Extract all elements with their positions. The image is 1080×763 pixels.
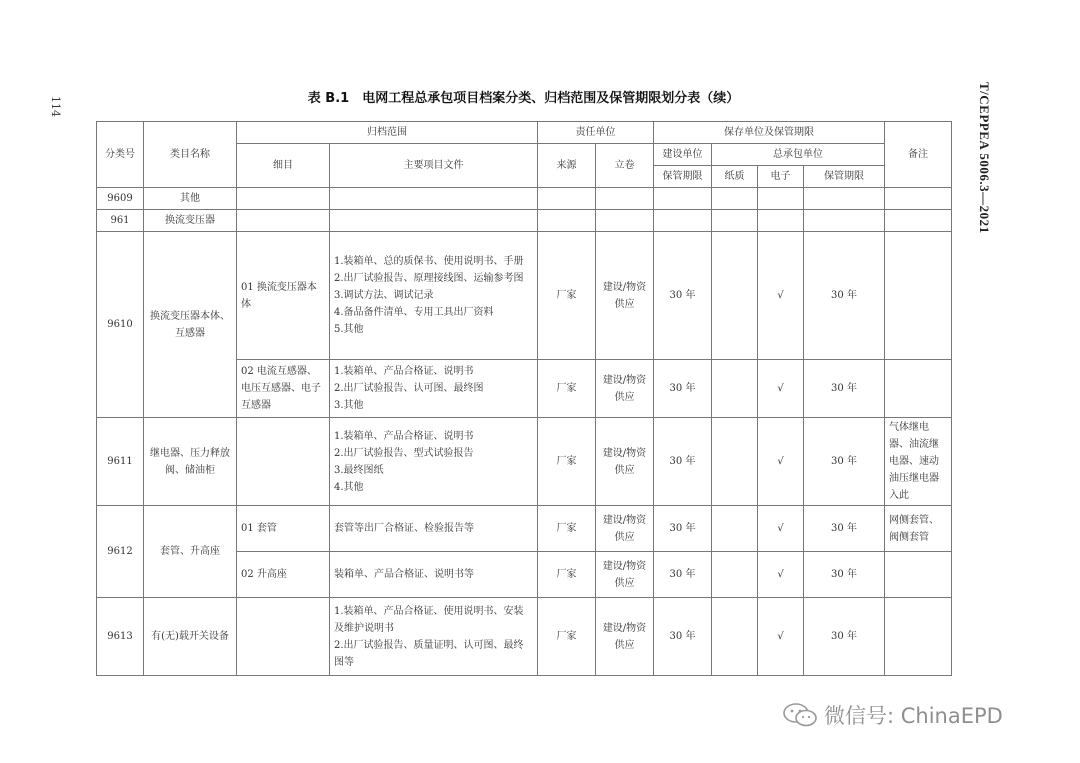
table-title: 表 B.1 电网工程总承包项目档案分类、归档范围及保管期限划分表（续）	[307, 91, 740, 106]
remark-cell	[885, 552, 952, 598]
contractor-period-cell: 30 年	[804, 232, 885, 360]
paper-cell	[712, 598, 758, 676]
doc-line: 1.装箱单、产品合格证、说明书	[334, 366, 474, 377]
doc-line: 3.最终图纸	[334, 464, 384, 476]
owner-period-cell: 30 年	[654, 552, 712, 598]
owner-period-cell: 30 年	[654, 598, 712, 676]
filing-cell: 建设/物资供应	[596, 598, 654, 676]
remark-cell: 网侧套管、阀侧套管	[885, 506, 952, 552]
item-cell: 02 升高座	[237, 552, 330, 598]
source-cell: 厂家	[538, 552, 596, 598]
empty-cell	[237, 210, 330, 232]
header-contractor: 总承包单位	[712, 144, 885, 166]
paper-cell	[712, 360, 758, 418]
standard-code: T/CEPPEA 5006.3—2021	[977, 82, 992, 234]
doc-line: 1.装箱单、产品合格证、使用说明书、安装及维护说明书	[334, 605, 524, 634]
empty-cell	[885, 210, 952, 232]
empty-cell	[758, 210, 804, 232]
empty-cell	[596, 188, 654, 210]
page-number: 114	[49, 96, 62, 117]
table-row	[97, 598, 952, 676]
empty-cell	[654, 210, 712, 232]
remark-cell	[885, 598, 952, 676]
paper-cell	[712, 552, 758, 598]
source-cell: 厂家	[538, 418, 596, 506]
filing-cell: 建设/物资供应	[596, 506, 654, 552]
watermark-text: 微信号: ChinaEPD	[824, 704, 1003, 728]
remark-cell	[885, 232, 952, 360]
remark-cell: 气体继电器、油流继电器、速动油压继电器入此	[885, 418, 952, 506]
source-cell: 厂家	[538, 360, 596, 418]
header-item: 细目	[237, 144, 330, 188]
contractor-period-cell: 30 年	[804, 360, 885, 418]
empty-cell	[654, 188, 712, 210]
empty-cell	[712, 210, 758, 232]
header-paper: 纸质	[712, 166, 758, 188]
doc-line: 4.其他	[334, 481, 364, 493]
header-main-docs: 主要项目文件	[330, 144, 538, 188]
header-remarks: 备注	[885, 122, 952, 188]
item-cell	[237, 418, 330, 506]
archive-table	[96, 121, 952, 676]
doc-line: 5.其他	[334, 324, 364, 335]
item-cell: 01 换流变压器本体	[237, 232, 330, 360]
table-row	[97, 210, 952, 232]
wechat-icon	[782, 702, 818, 728]
item-cell: 01 套管	[237, 506, 330, 552]
doc-line: 2.出厂试验报告、质量证明、认可图、最终图等	[334, 639, 524, 668]
category-name: 套管、升高座	[144, 506, 237, 598]
paper-cell	[712, 418, 758, 506]
owner-period-cell: 30 年	[654, 506, 712, 552]
contractor-period-cell: 30 年	[804, 598, 885, 676]
category-no: 9611	[97, 418, 144, 506]
empty-cell	[330, 188, 538, 210]
empty-cell	[712, 188, 758, 210]
filing-cell: 建设/物资供应	[596, 418, 654, 506]
docs-cell	[330, 598, 538, 676]
doc-line: 4.备品备件清单、专用工具出厂资料	[334, 307, 494, 318]
paper-cell	[712, 232, 758, 360]
table-row	[97, 418, 952, 506]
category-name: 换流变压器	[144, 210, 237, 232]
header-owner-period: 保管期限	[654, 166, 712, 188]
table-row	[97, 506, 952, 552]
header-filing: 立卷	[596, 144, 654, 188]
owner-period-cell: 30 年	[654, 232, 712, 360]
empty-cell	[538, 188, 596, 210]
doc-line: 3.调试方法、调试记录	[334, 290, 434, 301]
header-category-no: 分类号	[97, 122, 144, 188]
header-scope: 归档范围	[237, 122, 538, 144]
electronic-cell: √	[758, 360, 804, 418]
header-responsible: 责任单位	[538, 122, 654, 144]
doc-line: 装箱单、产品合格证、说明书等	[334, 569, 474, 580]
owner-period-cell: 30 年	[654, 360, 712, 418]
empty-cell	[330, 210, 538, 232]
header-source: 来源	[538, 144, 596, 188]
filing-cell: 建设/物资供应	[596, 360, 654, 418]
source-cell: 厂家	[538, 598, 596, 676]
source-cell: 厂家	[538, 232, 596, 360]
doc-line: 1.装箱单、产品合格证、说明书	[334, 430, 474, 442]
doc-line: 2.出厂试验报告、认可图、最终图	[334, 383, 484, 394]
electronic-cell: √	[758, 506, 804, 552]
paper-cell	[712, 506, 758, 552]
filing-cell: 建设/物资供应	[596, 232, 654, 360]
docs-cell	[330, 360, 538, 418]
doc-line: 1.装箱单、总的质保书、使用说明书、手册	[334, 256, 524, 267]
electronic-cell: √	[758, 232, 804, 360]
category-no: 9612	[97, 506, 144, 598]
electronic-cell: √	[758, 598, 804, 676]
empty-cell	[804, 210, 885, 232]
electronic-cell: √	[758, 552, 804, 598]
category-no: 9609	[97, 188, 144, 210]
category-no: 9610	[97, 232, 144, 418]
item-cell: 02 电流互感器、电压互感器、电子互感器	[237, 360, 330, 418]
header-electronic: 电子	[758, 166, 804, 188]
category-name: 继电器、压力释放阀、储油柜	[144, 418, 237, 506]
empty-cell	[538, 210, 596, 232]
electronic-cell: √	[758, 418, 804, 506]
doc-line: 2.出厂试验报告、原理接线图、运输参考图	[334, 273, 524, 284]
docs-cell	[330, 232, 538, 360]
docs-cell	[330, 418, 538, 506]
empty-cell	[596, 210, 654, 232]
empty-cell	[885, 188, 952, 210]
contractor-period-cell: 30 年	[804, 552, 885, 598]
header-retention: 保存单位及保管期限	[654, 122, 885, 144]
doc-line: 2.出厂试验报告、型式试验报告	[334, 447, 474, 459]
empty-cell	[804, 188, 885, 210]
empty-cell	[237, 188, 330, 210]
contractor-period-cell: 30 年	[804, 506, 885, 552]
owner-period-cell: 30 年	[654, 418, 712, 506]
filing-cell: 建设/物资供应	[596, 552, 654, 598]
contractor-period-cell: 30 年	[804, 418, 885, 506]
docs-cell	[330, 506, 538, 552]
watermark	[782, 700, 1003, 730]
category-no: 961	[97, 210, 144, 232]
category-name: 有(无)载开关设备	[144, 598, 237, 676]
doc-line: 3.其他	[334, 400, 364, 411]
empty-cell	[758, 188, 804, 210]
category-name: 其他	[144, 188, 237, 210]
header-contractor-period: 保管期限	[804, 166, 885, 188]
header-owner: 建设单位	[654, 144, 712, 166]
category-no: 9613	[97, 598, 144, 676]
docs-cell	[330, 552, 538, 598]
source-cell: 厂家	[538, 506, 596, 552]
category-name: 换流变压器本体、互感器	[144, 232, 237, 418]
item-cell	[237, 598, 330, 676]
doc-line: 套管等出厂合格证、检验报告等	[334, 523, 474, 534]
remark-cell	[885, 360, 952, 418]
header-category-name: 类目名称	[144, 122, 237, 188]
table-row	[97, 232, 952, 360]
table-row	[97, 188, 952, 210]
